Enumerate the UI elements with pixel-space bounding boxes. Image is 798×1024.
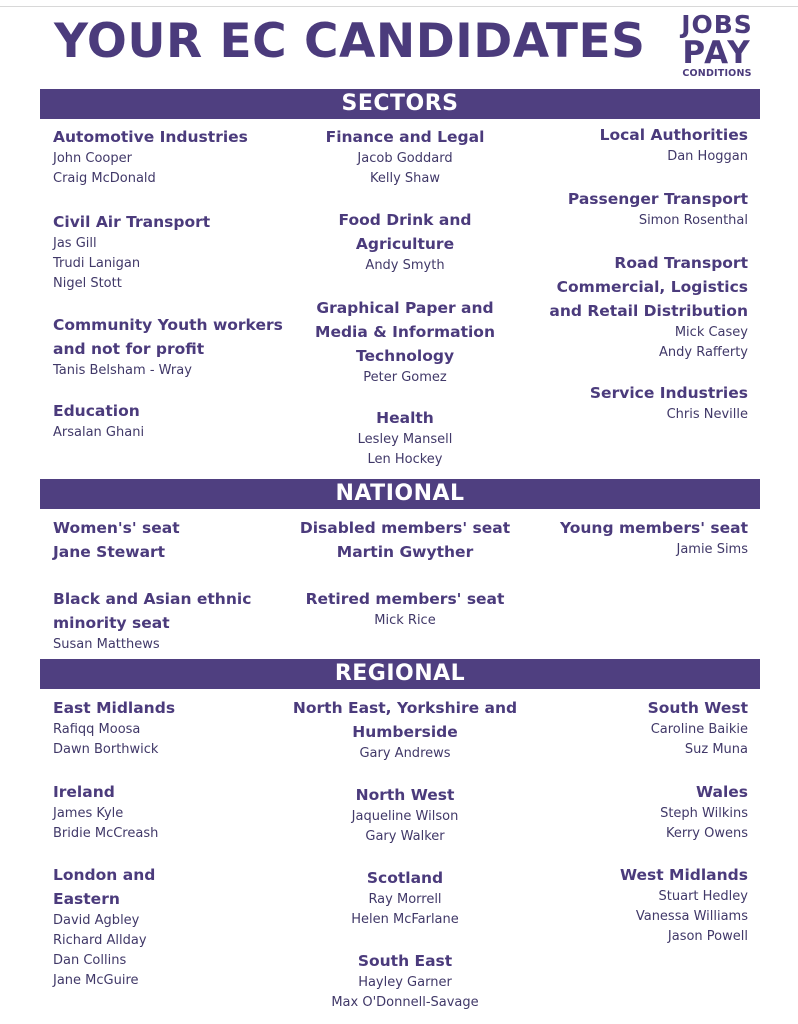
group-heading: South West [647,699,748,717]
group-heading: Humberside [352,723,458,741]
group-heading: Disabled members' seat [299,519,511,537]
candidate-group [53,210,303,294]
candidate-group [53,696,303,760]
group-heading: Black and Asian ethnic [53,590,252,608]
candidate-name: Andy Rafferty [658,345,748,360]
candidate-name: Jamie Sims [676,542,748,557]
group-heading: Food Drink and [338,211,472,229]
candidate-name: Arsalan Ghani [53,425,145,440]
candidate-name: Kerry Owens [665,826,748,841]
candidate-name: Nigel Stott [53,276,122,291]
candidate-name: Suz Muna [684,742,748,757]
group-heading: Media & Information [315,323,495,341]
group-heading: Graphical Paper and [316,299,494,317]
candidate-name: Ray Morrell [368,892,442,907]
group-heading: Wales [695,783,748,801]
candidate-group [280,696,530,764]
top-divider [0,6,798,7]
group-heading: Civil Air Transport [53,213,211,231]
candidate-group [280,783,530,847]
candidate-group [53,587,303,655]
group-heading: Automotive Industries [53,128,248,146]
candidate-name: Simon Rosenthal [638,213,748,228]
logo-line-pay: PAY [682,35,752,71]
campaign-logo [676,12,758,79]
group-heading: Commercial, Logistics [556,278,748,296]
group-heading: West Midlands [619,866,748,884]
candidate-name: David Agbley [53,913,140,928]
group-heading: Scotland [366,869,444,887]
candidate-name: Mick Casey [674,325,748,340]
candidate-name: Jas Gill [53,236,97,251]
logo-line-jobs: JOBS [681,10,753,39]
candidate-group [53,780,303,844]
candidate-name: Helen McFarlane [351,912,459,927]
candidate-group [53,399,303,443]
candidate-name: Bridie McCreash [53,826,159,841]
candidate-name: Chris Neville [666,407,748,422]
group-heading: Passenger Transport [567,190,748,208]
candidate-name: Mick Rice [374,613,436,628]
group-heading: Technology [355,347,455,365]
candidate-group [498,696,748,760]
candidate-name: Gary Andrews [359,746,451,761]
group-heading: Road Transport [614,254,748,272]
group-heading: Education [53,402,140,420]
candidate-name: Gary Walker [365,829,445,844]
candidate-group [280,406,530,470]
candidate-name: Andy Smyth [365,258,445,273]
candidate-name: James Kyle [53,806,124,821]
candidate-name: Richard Allday [53,933,147,948]
candidate-name: Lesley Mansell [357,432,453,447]
candidate-group [280,866,530,930]
candidate-group [498,123,748,167]
candidate-name: Dan Collins [53,953,127,968]
candidate-name: Stuart Hedley [658,889,748,904]
candidate-name: Dawn Borthwick [53,742,159,757]
candidate-name: Craig McDonald [53,171,156,186]
group-heading: and Retail Distribution [549,302,748,320]
candidate-group [53,516,303,564]
candidate-name: Jason Powell [667,929,748,944]
candidate-group [498,187,748,231]
candidate-group [498,863,748,947]
section-header-national: NATIONAL [40,479,760,509]
group-heading: Health [376,409,434,427]
section-header-sectors: SECTORS [40,89,760,119]
candidate-name: Len Hockey [367,452,443,467]
candidate-group [280,516,530,564]
candidate-group [280,296,530,388]
candidate-name: Jacob Goddard [357,151,453,166]
logo-line-conditions: CONDITIONS [682,68,752,79]
candidate-group [280,587,530,631]
section-header-regional: REGIONAL [40,659,760,689]
candidate-name: Susan Matthews [53,637,160,652]
candidate-name: Peter Gomez [363,370,447,385]
candidate-group [498,780,748,844]
candidate-name: Trudi Lanigan [53,256,141,271]
group-heading: North West [355,786,455,804]
candidate-name: Caroline Baikie [650,722,748,737]
candidate-name: Dan Hoggan [667,149,748,164]
group-heading: Service Industries [589,384,748,402]
candidate-name: Jane McGuire [53,973,139,988]
page-title: YOUR EC CANDIDATES [54,14,646,69]
candidate-name: John Cooper [53,151,132,166]
candidate-name: Hayley Garner [358,975,452,990]
group-heading: Women's' seat [53,519,180,537]
group-heading: Young members' seat [559,519,748,537]
candidate-group [498,251,748,363]
group-heading: Ireland [53,783,115,801]
group-heading: Jane Stewart [53,543,166,561]
candidate-name: Vanessa Williams [635,909,748,924]
candidate-name: Jaqueline Wilson [351,809,459,824]
candidate-name: Rafiqq Moosa [53,722,141,737]
group-heading: Martin Gwyther [336,543,474,561]
group-heading: Community Youth workers [53,316,283,334]
group-heading: Eastern [53,890,120,908]
candidate-name: Max O'Donnell-Savage [331,995,479,1010]
candidate-name: Tanis Belsham - Wray [53,363,192,378]
group-heading: Agriculture [355,235,455,253]
group-heading: minority seat [53,614,170,632]
group-heading: and not for profit [53,340,205,358]
candidate-group [498,516,748,560]
candidate-name: Steph Wilkins [660,806,748,821]
group-heading: North East, Yorkshire and [292,699,518,717]
candidate-group [280,125,530,189]
candidate-group [498,381,748,425]
candidate-group [53,125,303,189]
group-heading: Local Authorities [599,126,748,144]
group-heading: East Midlands [53,699,176,717]
group-heading: London and [53,866,156,884]
candidate-group [280,208,530,276]
group-heading: Finance and Legal [325,128,485,146]
group-heading: South East [357,952,453,970]
group-heading: Retired members' seat [305,590,505,608]
candidate-group [280,949,530,1013]
candidate-group [53,313,303,381]
candidate-group [53,863,303,991]
candidate-name: Kelly Shaw [369,171,440,186]
